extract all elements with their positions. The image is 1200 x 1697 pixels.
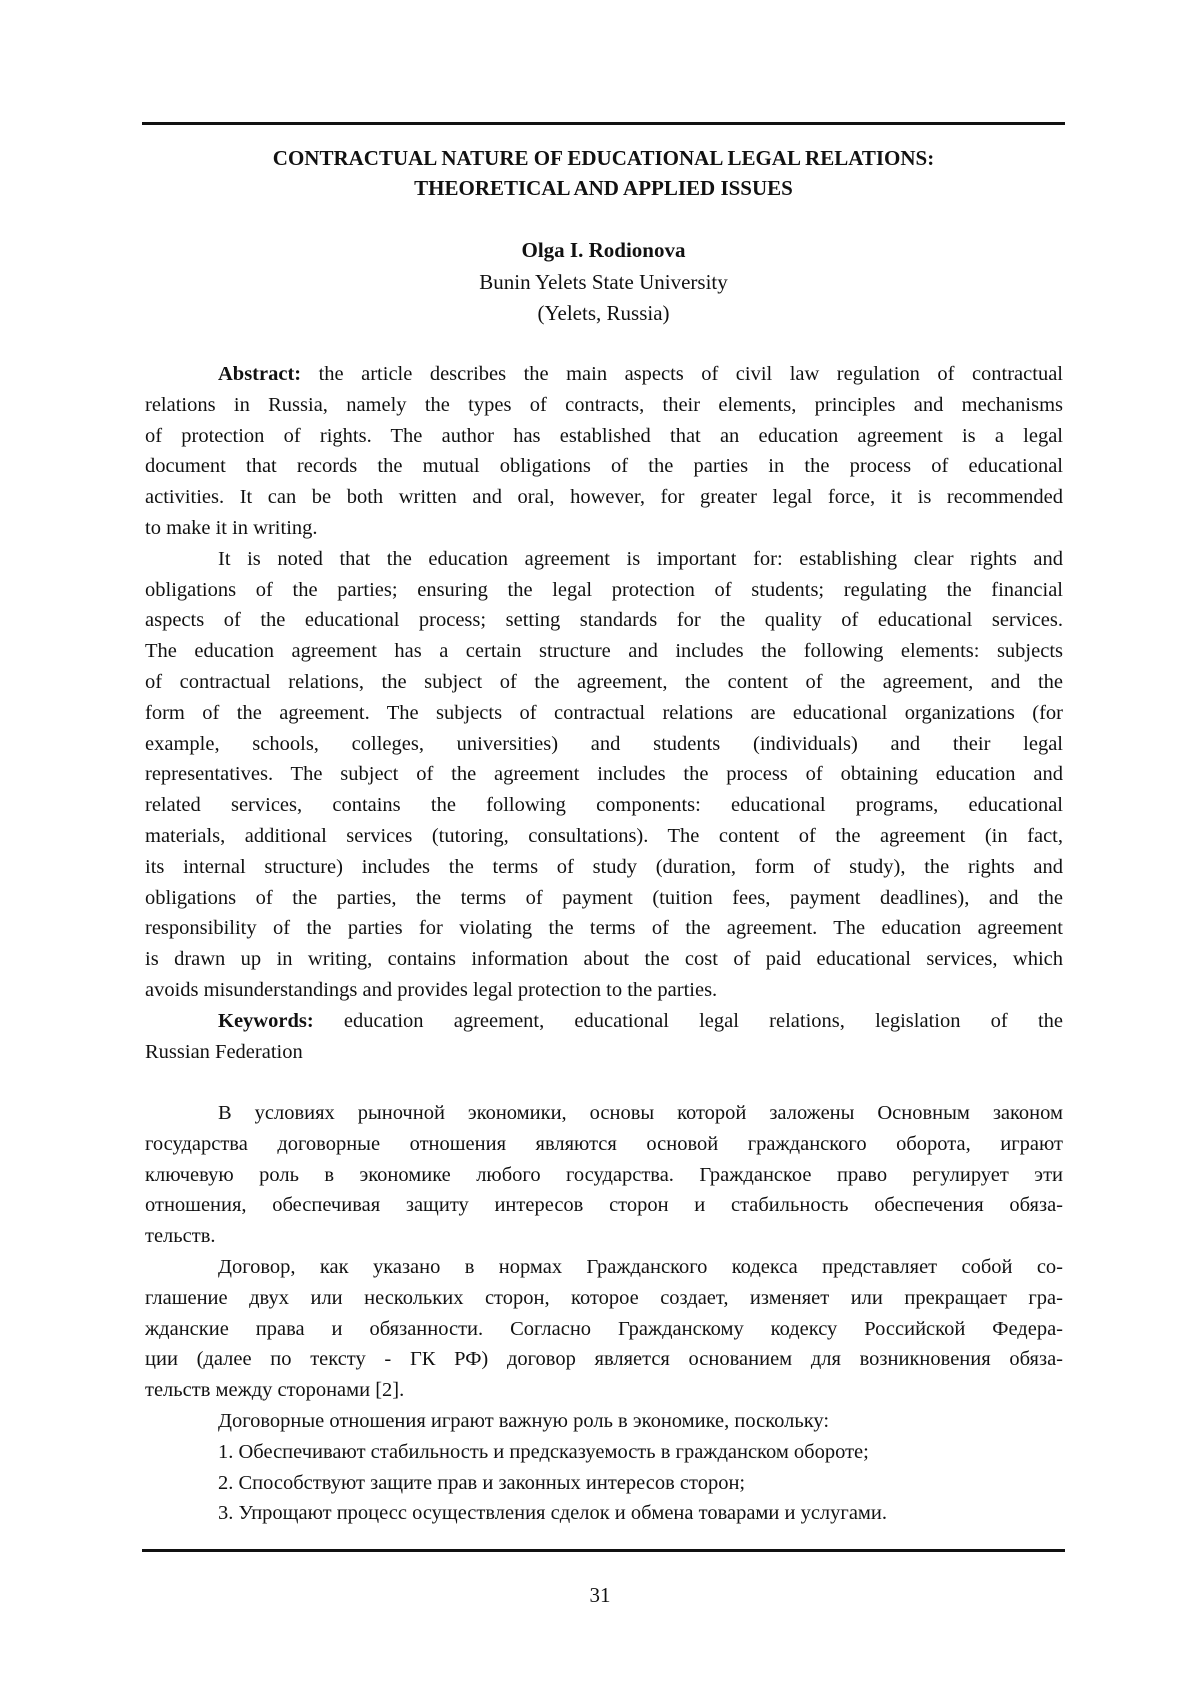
abstract-line: obligations of the parties, the terms of payment (tuition fees, payment deadlines), and the xyxy=(145,883,1063,914)
abstract-section xyxy=(145,359,1063,1067)
abstract-line: activities. It can be both written and oral, however, for greater legal force, it is recommended xyxy=(145,482,1063,513)
paragraph-line: жданские права и обязанности. Согласно Гражданскому кодексу Российской Федера- xyxy=(145,1314,1063,1345)
list-item: 1. Обеспечивают стабильность и предсказуемость в гражданском обороте; xyxy=(145,1437,1063,1468)
abstract-line xyxy=(145,359,1063,390)
location: (Yelets, Russia) xyxy=(142,298,1065,330)
abstract-line: is drawn up in writing, contains information about the cost of paid educational services, which xyxy=(145,944,1063,975)
abstract-label: Abstract: xyxy=(218,363,301,385)
paragraph-line: государства договорные отношения являются основой гражданского оборота, играют xyxy=(145,1129,1063,1160)
abstract-line: representatives. The subject of the agreement includes the process of obtaining education and xyxy=(145,759,1063,790)
list-item: 3. Упрощают процесс осуществления сделок и обмена товарами и услугами. xyxy=(145,1498,1063,1529)
abstract-line: of protection of rights. The author has established that an education agreement is a legal xyxy=(145,421,1063,452)
abstract-line: responsibility of the parties for violating the terms of the agreement. The education agreement xyxy=(145,913,1063,944)
paragraph-line: глашение двух или нескольких сторон, которое создает, изменяет или прекращает гра- xyxy=(145,1283,1063,1314)
paragraph-line: В условиях рыночной экономики, основы которой заложены Основным законом xyxy=(145,1098,1063,1129)
title-line: CONTRACTUAL NATURE OF EDUCATIONAL LEGAL RELATIONS: xyxy=(142,143,1065,173)
abstract-line: document that records the mutual obligations of the parties in the process of educational xyxy=(145,451,1063,482)
abstract-line: materials, additional services (tutoring, consultations). The content of the agreement (in fact, xyxy=(145,821,1063,852)
text-run: the article describes the main aspects of civil law regulation of contractual xyxy=(319,363,1063,385)
affiliation: Bunin Yelets State University xyxy=(142,267,1065,299)
abstract-line: to make it in writing. xyxy=(145,513,1063,544)
paragraph-line: ции (далее по тексту - ГК РФ) договор является основанием для возникновения обяза- xyxy=(145,1344,1063,1375)
list-item: 2. Способствуют защите прав и законных интересов сторон; xyxy=(145,1468,1063,1499)
abstract-line: its internal structure) includes the terms of study (duration, form of study), the rights and xyxy=(145,852,1063,883)
footer-rule xyxy=(142,1549,1065,1552)
abstract-line: of contractual relations, the subject of the agreement, the content of the agreement, and the xyxy=(145,667,1063,698)
abstract-line: form of the agreement. The subjects of contractual relations are educational organizations (for xyxy=(145,698,1063,729)
page-number: 31 xyxy=(0,1583,1200,1608)
abstract-line: relations in Russia, namely the types of contracts, their elements, principles and mechanisms xyxy=(145,390,1063,421)
paragraph-line: Договор, как указано в нормах Гражданского кодекса представляет собой со- xyxy=(145,1252,1063,1283)
abstract-line: aspects of the educational process; setting standards for the quality of educational services. xyxy=(145,605,1063,636)
abstract-line: example, schools, colleges, universities) and students (individuals) and their legal xyxy=(145,729,1063,760)
abstract-line: obligations of the parties; ensuring the legal protection of students; regulating the financial xyxy=(145,575,1063,606)
title-line: THEORETICAL AND APPLIED ISSUES xyxy=(142,173,1065,203)
header-rule xyxy=(142,122,1065,125)
paragraph-line: ключевую роль в экономике любого государства. Гражданское право регулирует эти xyxy=(145,1160,1063,1191)
keywords-line: Russian Federation xyxy=(145,1037,1063,1068)
text-run: education agreement, educational legal relations, legislation of the xyxy=(344,1010,1063,1032)
abstract-line: It is noted that the education agreement is important for: establishing clear rights and xyxy=(145,544,1063,575)
author-name: Olga I. Rodionova xyxy=(142,235,1065,267)
author-block xyxy=(142,235,1065,330)
paragraph-line: Договорные отношения играют важную роль в экономике, поскольку: xyxy=(145,1406,1063,1437)
keywords-label: Keywords: xyxy=(218,1010,314,1032)
body-text xyxy=(145,1098,1063,1529)
abstract-line: avoids misunderstandings and provides legal protection to the parties. xyxy=(145,975,1063,1006)
paragraph-line: отношения, обеспечивая защиту интересов сторон и стабильность обеспечения обяза- xyxy=(145,1190,1063,1221)
keywords-line xyxy=(145,1006,1063,1037)
abstract-line: The education agreement has a certain structure and includes the following elements: subjects xyxy=(145,636,1063,667)
paragraph-line: тельств. xyxy=(145,1221,1063,1252)
abstract-line: related services, contains the following components: educational programs, educational xyxy=(145,790,1063,821)
paragraph-line: тельств между сторонами [2]. xyxy=(145,1375,1063,1406)
article-title xyxy=(142,143,1065,203)
